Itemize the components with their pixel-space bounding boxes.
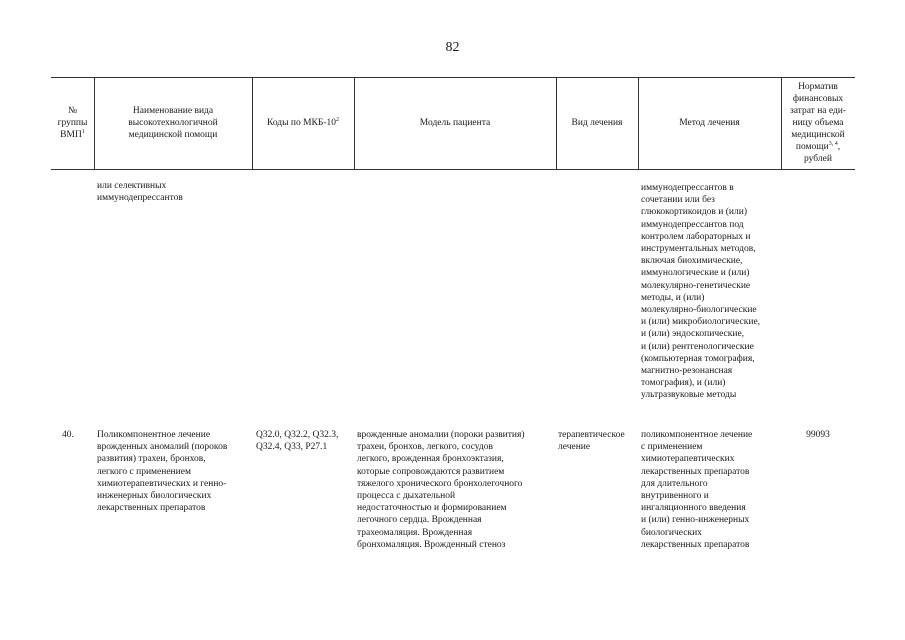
header-method: Метод лечения (679, 118, 740, 128)
page-number: 82 (445, 40, 460, 55)
row-codes-cell: Q32.0, Q32.2, Q32.3, Q32.4, Q33, P27.1 (256, 430, 339, 453)
table-header-bottom-rule (51, 169, 855, 170)
row-model-cell: врожденные аномалии (пороки развития) трахеи, бронхов, легкого, сосудов легкого, врожденная бронхоэктазия, которые сопровождаются развитием тяжелого хронического бронхолегочного процесса с дыхательной недостаточностью и формированием легочного сердца. Врожденная трахеомаляция. Врожденная бронхомаляция. Врожденный стеноз (357, 430, 525, 550)
header-norm: Норматив финансовых затрат на еди- ницу объема медицинской помощи$^{3, 4}$, рублей (789, 82, 847, 164)
row-method-cell: поликомпонентное лечение с применением химиотерапевтических лекарственных препаратов для длительного внутривенного и ингаляционного введения и (или) генно-инженерных биологических лекарственных препаратов (641, 430, 753, 550)
continuation-method-cell: иммунодепрессантов в сочетании или без глюкокортикоидов и (или) иммунодепрессантов под контролем лабораторных и инструментальных методов, включая биохимические, иммунологические и (или) молекулярно-генетические методы, и (или) молекулярно-биологические и (или) микробиологические, и (или) эндоскопические, и (или) рентгенологические (компьютерная томография, магнитно-резонансная томография), и (или) ультразвуковые методы (641, 183, 761, 401)
header-name: Наименование вида высокотехнологичной медицинской помощи (128, 106, 218, 140)
header-group: № группы ВМП$^1$ (57, 106, 88, 140)
row-name-cell: Поликомпонентное лечение врожденных аномалий (пороков развития) трахеи, бронхов, легкого с применением химиотерапевтических и генно- инженерных биологических лекарственных препаратов (97, 430, 228, 514)
row-treatment-type-cell: терапевтическое лечение (558, 430, 625, 453)
continuation-name-cell: или селективных иммунодепрессантов (97, 181, 183, 204)
header-model: Модель пациента (419, 118, 491, 128)
row-norm-cell: 99093 (806, 430, 830, 440)
header-codes: Коды по МКБ-$10^2$ (266, 116, 340, 128)
row-group-number: 40. (62, 430, 74, 440)
header-treatment-type: Вид лечения (571, 118, 623, 128)
